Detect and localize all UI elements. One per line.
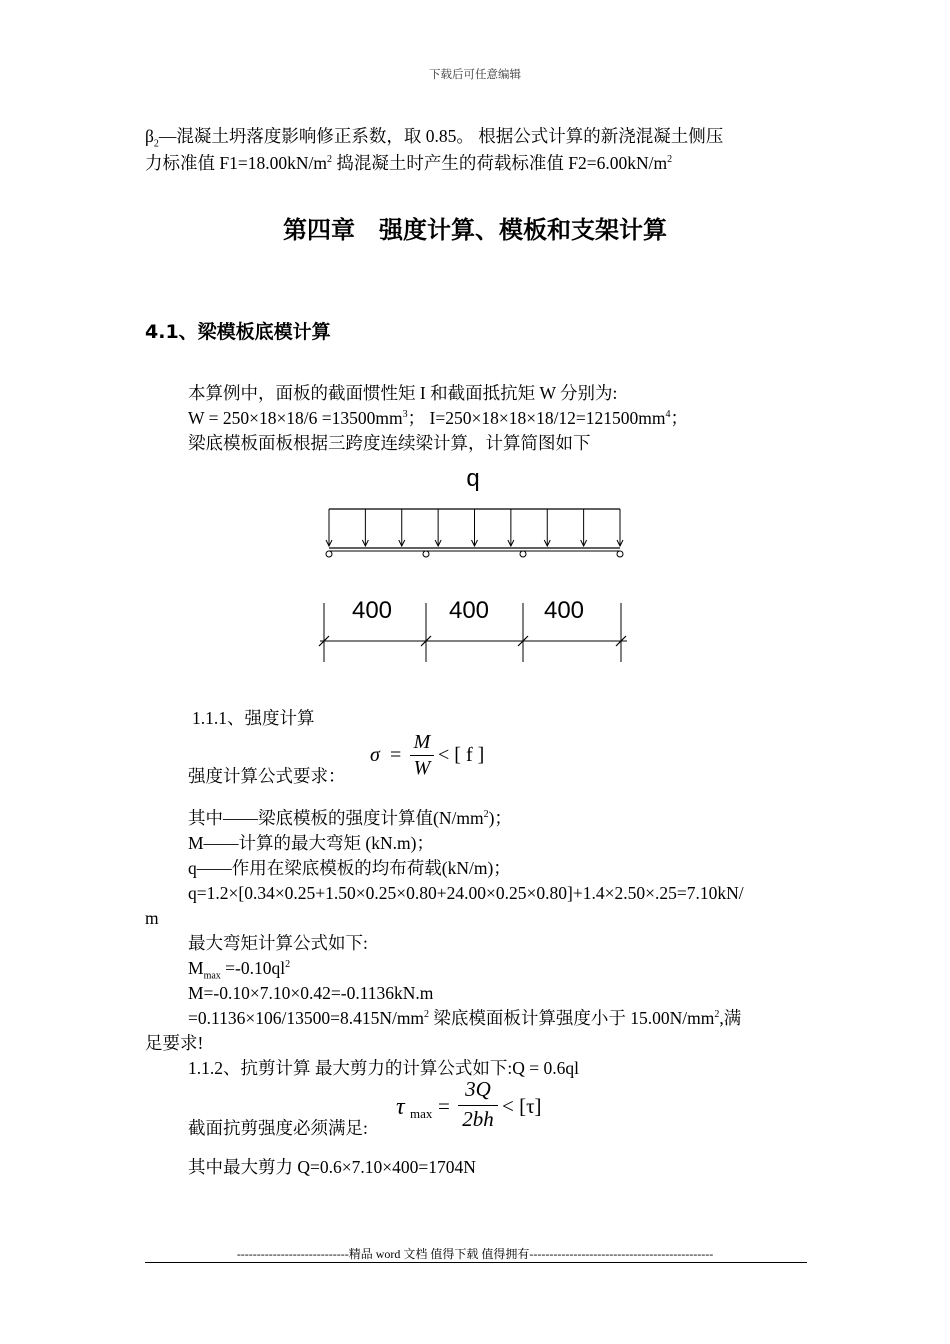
w-formula: W = 250×18×18/6 =13500mm <box>188 408 403 428</box>
semicolon: ； <box>670 408 689 428</box>
shear-q-calculation: 其中最大剪力 Q=0.6×7.10×400=1704N <box>188 1157 476 1177</box>
mmax-value: =-0.10ql <box>220 958 286 978</box>
load-label: q <box>466 465 480 492</box>
formula-limit: < [ f ] <box>438 744 485 766</box>
sup: 4 <box>665 409 671 421</box>
fraction-bar <box>410 755 434 756</box>
fraction-numerator: M <box>413 731 431 753</box>
fraction-bar <box>458 1105 498 1106</box>
mmax-formula <box>188 956 290 980</box>
beta-subscript: 2 <box>153 138 159 150</box>
sup: 2 <box>667 154 673 166</box>
sup: 2 <box>326 154 332 166</box>
sup: 2 <box>285 959 291 971</box>
where1-end: )； <box>488 808 512 828</box>
result-value: =0.1136×106/13500=8.415N/mm <box>188 1008 425 1028</box>
tau-max-subscript: max <box>410 1106 433 1121</box>
shear-formula-intro: 截面抗剪强度必须满足: <box>188 1118 368 1138</box>
footer-text: ----------------------------精品 word 文档 值得下载 值得拥有---------------------------------------------- <box>236 1247 714 1261</box>
where-line-1 <box>188 806 512 830</box>
load-arrows <box>326 509 623 546</box>
section-title: 4.1、梁模板底模计算 <box>145 321 331 343</box>
sigma-symbol: σ <box>370 744 380 766</box>
strength-formula-intro: 强度计算公式要求： <box>188 766 346 786</box>
span-label-3: 400 <box>543 597 585 624</box>
q-calculation-end: m <box>145 908 159 928</box>
strength-result-end: 足要求! <box>145 1033 204 1053</box>
support-2 <box>423 551 429 557</box>
formula-limit: < [τ] <box>502 1094 542 1118</box>
span-label-2: 400 <box>448 597 490 624</box>
moment-intro: 最大弯矩计算公式如下: <box>188 933 368 953</box>
intro-line-1-text: —混凝土坍落度影响修正系数，取 0.85。 根据公式计算的新浇混凝土侧压 <box>158 126 724 146</box>
sup: 2 <box>424 1009 430 1021</box>
support-4 <box>617 551 623 557</box>
chapter-title: 第四章 强度计算、模板和支架计算 <box>283 216 667 244</box>
where-line-3: q——作用在梁底模板的均布荷载(kN/m)； <box>188 858 511 878</box>
intro-line-2b: 捣混凝土时产生的荷载标准值 F2=6.00kN/m <box>331 153 668 173</box>
intro-line-2 <box>145 151 672 175</box>
where-line-2: M——计算的最大弯矩 (kN.m)； <box>188 833 434 853</box>
where1-text: 其中——梁底模板的强度计算值(N/mm <box>188 808 484 828</box>
para1-line-3: 梁底模板面板根据三跨度连续梁计算，计算简图如下 <box>188 433 591 453</box>
sup: 2 <box>714 1009 720 1021</box>
strength-result <box>188 1006 741 1030</box>
para1-line-1: 本算例中，面板的截面惯性矩 I 和截面抵抗矩 W 分别为: <box>188 383 618 403</box>
q-calculation: q=1.2×[0.34×0.25+1.50×0.25×0.80+24.00×0.25×0.80]+1.4×2.50×.25=7.10kN/ <box>188 883 744 903</box>
max-subscript: max <box>203 970 221 982</box>
tau-symbol: τ <box>396 1094 405 1120</box>
m-symbol: M <box>188 958 204 978</box>
equals-sign: = <box>390 744 402 766</box>
sup: 3 <box>402 409 408 421</box>
header-note: 下载后可任意编辑 <box>429 69 521 81</box>
beta-symbol: β <box>145 126 154 146</box>
beam-diagram <box>315 460 635 665</box>
fraction-denominator: 2bh <box>462 1107 494 1131</box>
i-formula: ； I=250×18×18×18/12=121500mm <box>407 408 666 428</box>
fraction-numerator: 3Q <box>465 1077 491 1101</box>
result-compare: 梁底模面板计算强度小于 15.00N/mm <box>429 1008 715 1028</box>
intro-line-2a: 力标准值 F1=18.00kN/m <box>145 153 327 173</box>
intro-line-1 <box>145 124 723 148</box>
span-label-1: 400 <box>351 597 393 624</box>
result-tail: ,满 <box>719 1008 742 1028</box>
shear-heading: 1.1.2、抗剪计算 最大剪力的计算公式如下:Q = 0.6ql <box>188 1058 579 1078</box>
support-3 <box>520 551 526 557</box>
m-calculation: M=-0.10×7.10×0.42=-0.1136kN.m <box>188 983 434 1003</box>
sup: 2 <box>483 809 489 821</box>
support-1 <box>326 551 332 557</box>
strength-heading: 1.1.1、强度计算 <box>192 708 315 728</box>
fraction-denominator: W <box>413 757 431 779</box>
para1-line-2 <box>188 406 688 430</box>
equals-sign: = <box>438 1094 450 1118</box>
footer-rule <box>145 1262 807 1263</box>
